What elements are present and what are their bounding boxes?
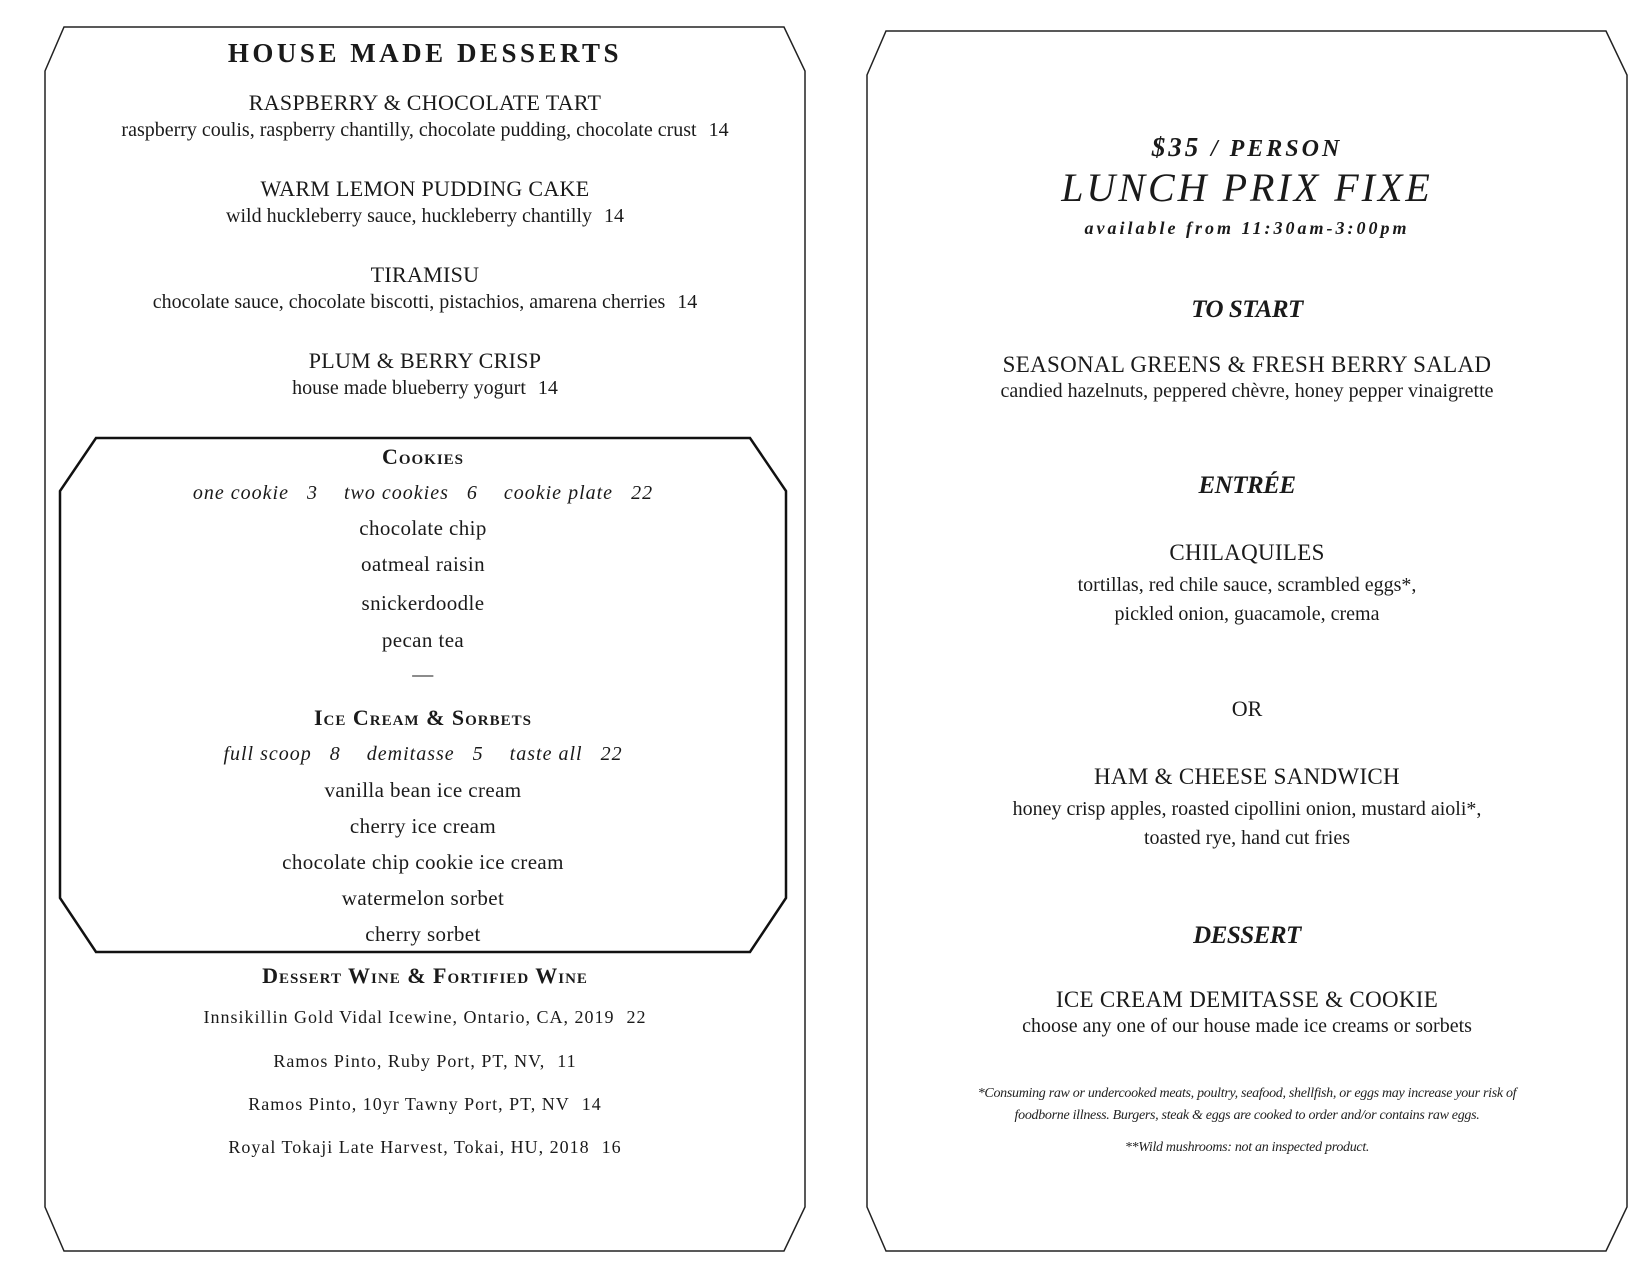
dessert-heading: DESSERT bbox=[1193, 922, 1301, 949]
desserts-menu-panel bbox=[44, 26, 806, 1252]
wine-item: Ramos Pinto, 10yr Tawny Port, PT, NV 14 bbox=[248, 1094, 602, 1114]
dessert-name: TIRAMISU bbox=[370, 262, 480, 287]
to-start-heading: TO START bbox=[1191, 296, 1303, 323]
prix-fixe-price: $35 / PERSON bbox=[1151, 132, 1343, 162]
cookie-item: pecan tea bbox=[381, 628, 465, 652]
dessert-name: PLUM & BERRY CRISP bbox=[308, 348, 542, 373]
mushroom-note: **Wild mushrooms: not an inspected product. bbox=[1124, 1140, 1370, 1155]
prix-fixe-title: LUNCH PRIX FIXE bbox=[1061, 165, 1433, 210]
raw-food-warning: foodborne illness. Burgers, steak & eggs are cooked to order and/or contains raw eggs. bbox=[1014, 1108, 1480, 1123]
ice-cream-heading: Ice Cream & Sorbets bbox=[313, 705, 533, 730]
wine-heading: Dessert Wine & Fortified Wine bbox=[262, 963, 588, 988]
dessert-description: chocolate sauce, chocolate biscotti, pistachios, amarena cherries 14 bbox=[152, 291, 698, 313]
entree-description: toasted rye, hand cut fries bbox=[1143, 827, 1351, 849]
entree-dish: CHILAQUILES bbox=[1169, 540, 1325, 565]
starter-description: candied hazelnuts, peppered chèvre, honey pepper vinaigrette bbox=[1000, 380, 1494, 402]
dessert-price: 14 bbox=[677, 291, 698, 313]
panel-border bbox=[866, 30, 1628, 1252]
ice-cream-item: cherry sorbet bbox=[365, 922, 481, 946]
cookies-pricing: one cookie 3 two cookies 6 cookie plate 22 bbox=[192, 482, 654, 504]
raw-food-warning: *Consuming raw or undercooked meats, poultry, seafood, shellfish, or eggs may increase your risk of bbox=[977, 1086, 1517, 1101]
box-border bbox=[58, 436, 788, 956]
dessert-description: house made blueberry yogurt 14 bbox=[292, 377, 558, 399]
entree-description: pickled onion, guacamole, crema bbox=[1114, 603, 1380, 625]
cookie-item: chocolate chip bbox=[359, 516, 487, 540]
ice-cream-item: cherry ice cream bbox=[349, 814, 497, 838]
wine-item: Royal Tokaji Late Harvest, Tokai, HU, 2018 16 bbox=[228, 1137, 622, 1157]
wine-item: Ramos Pinto, Ruby Port, PT, NV, 11 bbox=[273, 1051, 577, 1071]
desserts-title: HOUSE MADE DESSERTS bbox=[227, 38, 623, 68]
entree-dish: HAM & CHEESE SANDWICH bbox=[1094, 764, 1400, 789]
wine-item: Innsikillin Gold Vidal Icewine, Ontario, CA, 2019 22 bbox=[203, 1007, 647, 1027]
dessert-description: wild huckleberry sauce, huckleberry chantilly 14 bbox=[226, 205, 624, 227]
entree-heading: ENTRÉE bbox=[1198, 472, 1296, 499]
ice-cream-pricing: full scoop 8 demitasse 5 taste all 22 bbox=[223, 743, 623, 765]
cookies-ice-cream-box bbox=[58, 436, 788, 956]
cookie-item: snickerdoodle bbox=[361, 591, 485, 615]
cookies-heading: Cookies bbox=[381, 444, 465, 469]
dessert-dish: ICE CREAM DEMITASSE & COOKIE bbox=[1055, 987, 1439, 1012]
ice-cream-item: vanilla bean ice cream bbox=[324, 778, 522, 802]
dessert-price: 14 bbox=[537, 377, 558, 399]
or-separator: OR bbox=[1231, 696, 1263, 721]
entree-description: honey crisp apples, roasted cipollini onion, mustard aioli*, bbox=[1012, 798, 1482, 820]
dessert-name: WARM LEMON PUDDING CAKE bbox=[260, 176, 590, 201]
entree-description: tortillas, red chile sauce, scrambled eggs*, bbox=[1077, 574, 1417, 596]
dessert-description: choose any one of our house made ice creams or sorbets bbox=[1022, 1015, 1472, 1037]
dessert-name: RASPBERRY & CHOCOLATE TART bbox=[248, 90, 602, 115]
ice-cream-item: chocolate chip cookie ice cream bbox=[282, 850, 564, 874]
cookie-item: oatmeal raisin bbox=[361, 552, 485, 576]
ice-cream-item: watermelon sorbet bbox=[341, 886, 505, 910]
availability-hours: available from 11:30am-3:00pm bbox=[1084, 218, 1410, 238]
lunch-prix-fixe-panel bbox=[866, 30, 1628, 1252]
dessert-description: raspberry coulis, raspberry chantilly, chocolate pudding, chocolate crust 14 bbox=[121, 119, 729, 141]
section-divider: — bbox=[412, 662, 434, 686]
starter-dish: SEASONAL GREENS & FRESH BERRY SALAD bbox=[1002, 352, 1492, 377]
dessert-price: 14 bbox=[708, 119, 729, 141]
dessert-price: 14 bbox=[603, 205, 624, 227]
